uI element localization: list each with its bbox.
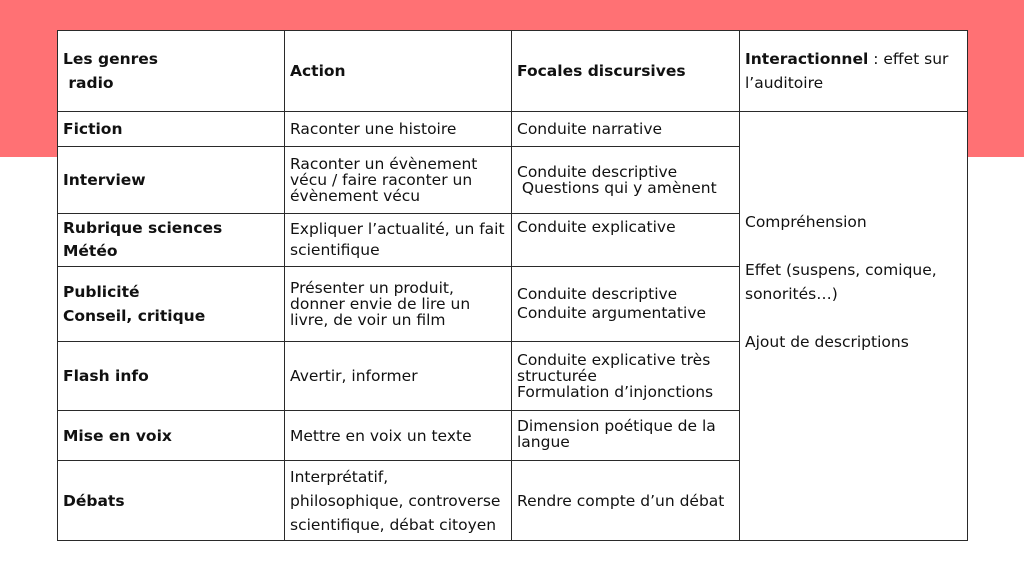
action-text: Mettre en voix un texte [290, 426, 472, 445]
focales-line-2: Questions qui y amènent [517, 179, 717, 197]
focales-line-1: Conduite explicative très structurée [517, 351, 711, 385]
genre-text: Débats [63, 491, 125, 510]
focales-cell [512, 147, 740, 214]
action-text: Présenter un produit, donner envie de lire un livre, de voir un film [290, 279, 471, 329]
action-cell [285, 214, 512, 267]
genre-cell [58, 147, 285, 214]
focales-cell [512, 267, 740, 342]
action-cell [285, 411, 512, 461]
focales-line-2: Formulation d’injonctions [517, 383, 714, 401]
genre-line-2: Météo [63, 242, 118, 260]
action-cell [285, 461, 512, 541]
genre-cell [58, 411, 285, 461]
genre-text: Fiction [63, 120, 123, 138]
interactionnel-item-3: Ajout de descriptions [745, 333, 909, 351]
radio-genres-table [57, 30, 968, 541]
action-text: Avertir, informer [290, 367, 418, 385]
focales-cell [512, 112, 740, 147]
genre-line-1: Publicité [63, 283, 140, 301]
focales-line-1: Conduite descriptive [517, 285, 678, 303]
focales-cell [512, 342, 740, 411]
focales-cell [512, 214, 740, 267]
genre-cell [58, 461, 285, 541]
header-interactionnel-rest: : effet sur l’auditoire [745, 50, 949, 92]
genre-cell [58, 112, 285, 147]
table-header-row [58, 31, 968, 112]
action-cell [285, 267, 512, 342]
header-genres-cell [58, 31, 285, 112]
header-interactionnel-cell [740, 31, 968, 112]
action-text: Expliquer l’actualité, un fait scientifique [290, 220, 505, 259]
genre-text: Flash info [63, 367, 149, 385]
focales-line-2: Conduite argumentative [517, 304, 707, 322]
genre-cell [58, 214, 285, 267]
focales-cell [512, 461, 740, 541]
genre-cell [58, 342, 285, 411]
action-cell [285, 342, 512, 411]
action-text: Raconter un évènement vécu / faire raconter un évènement vécu [290, 155, 478, 205]
header-genres-line-2: radio [63, 74, 114, 92]
focales-text: Conduite explicative [517, 218, 676, 236]
action-cell [285, 112, 512, 147]
interactionnel-item-1: Compréhension [745, 213, 867, 231]
interactionnel-item-2: Effet (suspens, comique, sonorités…) [745, 261, 937, 303]
focales-cell [512, 411, 740, 461]
focales-text: Rendre compte d’un débat [517, 491, 725, 510]
genre-line-2: Conseil, critique [63, 307, 206, 325]
header-focales-cell: Focales discursives [512, 31, 740, 112]
focales-text: Dimension poétique de la langue [517, 417, 716, 451]
action-cell [285, 147, 512, 214]
header-genres-line-1: Les genres [63, 50, 159, 68]
genre-text: Mise en voix [63, 426, 172, 445]
header-interactionnel-strong: Interactionnel [745, 50, 869, 68]
genre-line-1: Rubrique sciences [63, 219, 223, 237]
focales-line-1: Conduite descriptive [517, 163, 678, 181]
interactionnel-cell [740, 112, 968, 541]
genre-text: Interview [63, 171, 146, 189]
action-text: Raconter une histoire [290, 120, 457, 138]
action-text: Interprétatif, philosophique, controverse scientifique, débat citoyen [290, 467, 501, 534]
header-action-cell: Action [285, 31, 512, 112]
table-row [58, 112, 968, 147]
focales-text: Conduite narrative [517, 120, 663, 138]
genre-cell [58, 267, 285, 342]
